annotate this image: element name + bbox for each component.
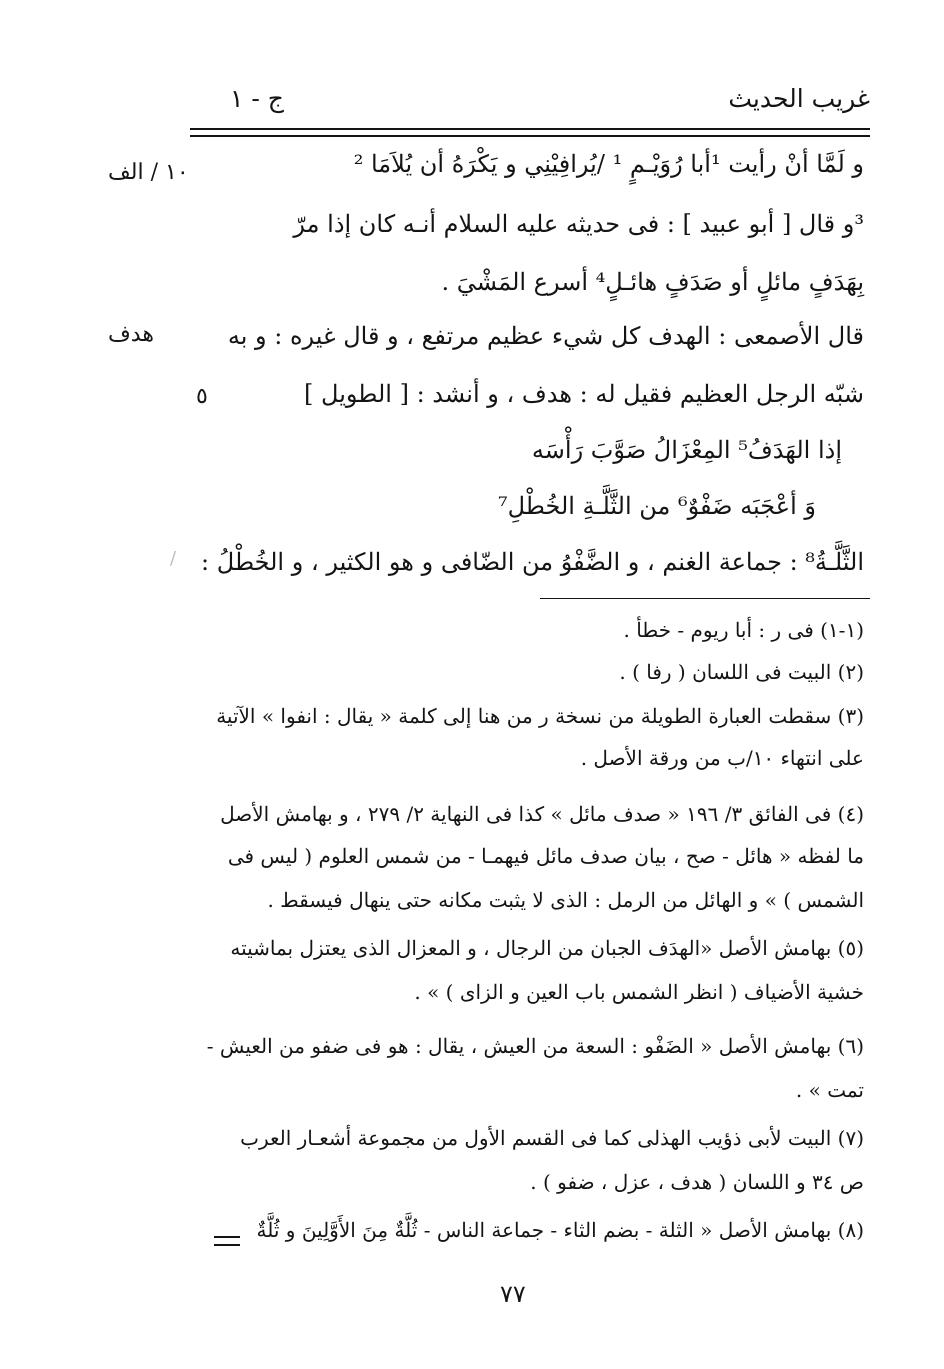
footnote-5-line-2: خشية الأضياف ( انظر الشمس باب العين و الزاى ) » .: [414, 980, 864, 1004]
footnote-3-line-2: على انتهاء ١٠/ب من ورقة الأصل .: [580, 746, 864, 770]
text-line-2: ³و قال [ أبو عبيد ] : فى حديثه عليه السلام أنـه كان إذا مرّ: [293, 210, 864, 238]
footnote-7-line-1: (٧) البيت لأبى ذؤيب الهذلى كما فى القسم الأول من مجموعة أشعـار العرب: [240, 1126, 864, 1150]
footnote-4-line-3: الشمس ) » و الهائل من الرمل : الذى لا يثبت مكانه حتى ينهال فيسقط .: [267, 888, 864, 912]
footnote-5-line-1: (٥) بهامش الأصل «الهدَف الجبان من الرجال ، و المعزال الذى يعتزل بماشيته: [230, 936, 864, 960]
verse-line-7: وَ أعْجَبَه ضَفْوٌ⁶ من الثَّلَّـةِ الخُطْلِ⁷: [497, 492, 816, 520]
footnote-4-line-2: ما لفظه « هائل - صح ، بيان صدف مائل فيهمـا - من شمس العلوم ( ليس فى: [227, 844, 864, 868]
text-line-8: الثَّلَّـةُ⁸ : جماعة الغنم ، و الضَّفْوُ من الضّافى و هو الكثير ، و الخُطْلُ :: [201, 548, 864, 576]
margin-line-number: ٥: [196, 384, 208, 409]
footnote-2: (٢) البيت فى اللسان ( رفا ) .: [619, 660, 864, 684]
header-rule-top: [190, 128, 870, 130]
faint-mark: /: [170, 548, 177, 569]
footnote-6-line-1: (٦) بهامش الأصل « الضَفْو : السعة من العيش ، يقال : هو فى ضفو من العيش -: [206, 1034, 864, 1058]
footnote-1: (١-١) فى ر : أبا ريوم - خطأ .: [623, 618, 864, 642]
continuation-mark: [214, 1236, 240, 1246]
volume-label: ج - ١: [230, 84, 284, 113]
footnote-8: (٨) بهامش الأصل « الثلة - بضم الثاء - جماعة الناس - ثُلَّةٌ مِنَ الأَوَّلِينَ و ثُلَّةٌ: [256, 1218, 864, 1242]
margin-keyword: هدف: [108, 322, 154, 347]
book-title: غريب الحديث: [728, 84, 870, 113]
page-number: ٧٧: [500, 1280, 526, 1308]
text-line-3: بِهَدَفٍ مائلٍ أو صَدَفٍ هائـلٍ⁴ أسرع المَشْيَ .: [441, 268, 864, 296]
header-rule-bottom: [190, 135, 870, 137]
footnote-6-line-2: تمت » .: [795, 1078, 864, 1102]
footnote-3-line-1: (٣) سقطت العبارة الطويلة من نسخة ر من هنا إلى كلمة « يقال : انفوا » الآتية: [216, 704, 864, 728]
footnote-4-line-1: (٤) فى الفائق ٣/ ١٩٦ « صدف مائل » كذا فى النهاية ٢/ ٢٧٩ ، و بهامش الأصل: [220, 802, 864, 826]
running-header: [190, 84, 870, 124]
verse-line-1: و لَمَّا أنْ رأيت ¹أبا رُوَيْـمٍ ¹ /يُرافِيْنِي و يَكْرَهُ أن يُلاَمَا ²: [353, 150, 864, 178]
footnote-separator: [540, 598, 870, 599]
text-line-5: شبّه الرجل العظيم فقيل له : هدف ، و أنشد : [ الطويل ]: [304, 380, 864, 408]
footnote-7-line-2: ص ٣٤ و اللسان ( هدف ، عزل ، ضفو ) .: [530, 1170, 864, 1194]
text-line-4: قال الأصمعى : الهدف كل شيء عظيم مرتفع ، و قال غيره : و به: [227, 322, 864, 350]
margin-folio-note: ١٠ / الف: [108, 160, 189, 185]
verse-line-6: إذا الهَدَفُ⁵ المِعْزَالُ صَوَّبَ رَأْسَه: [531, 436, 842, 464]
